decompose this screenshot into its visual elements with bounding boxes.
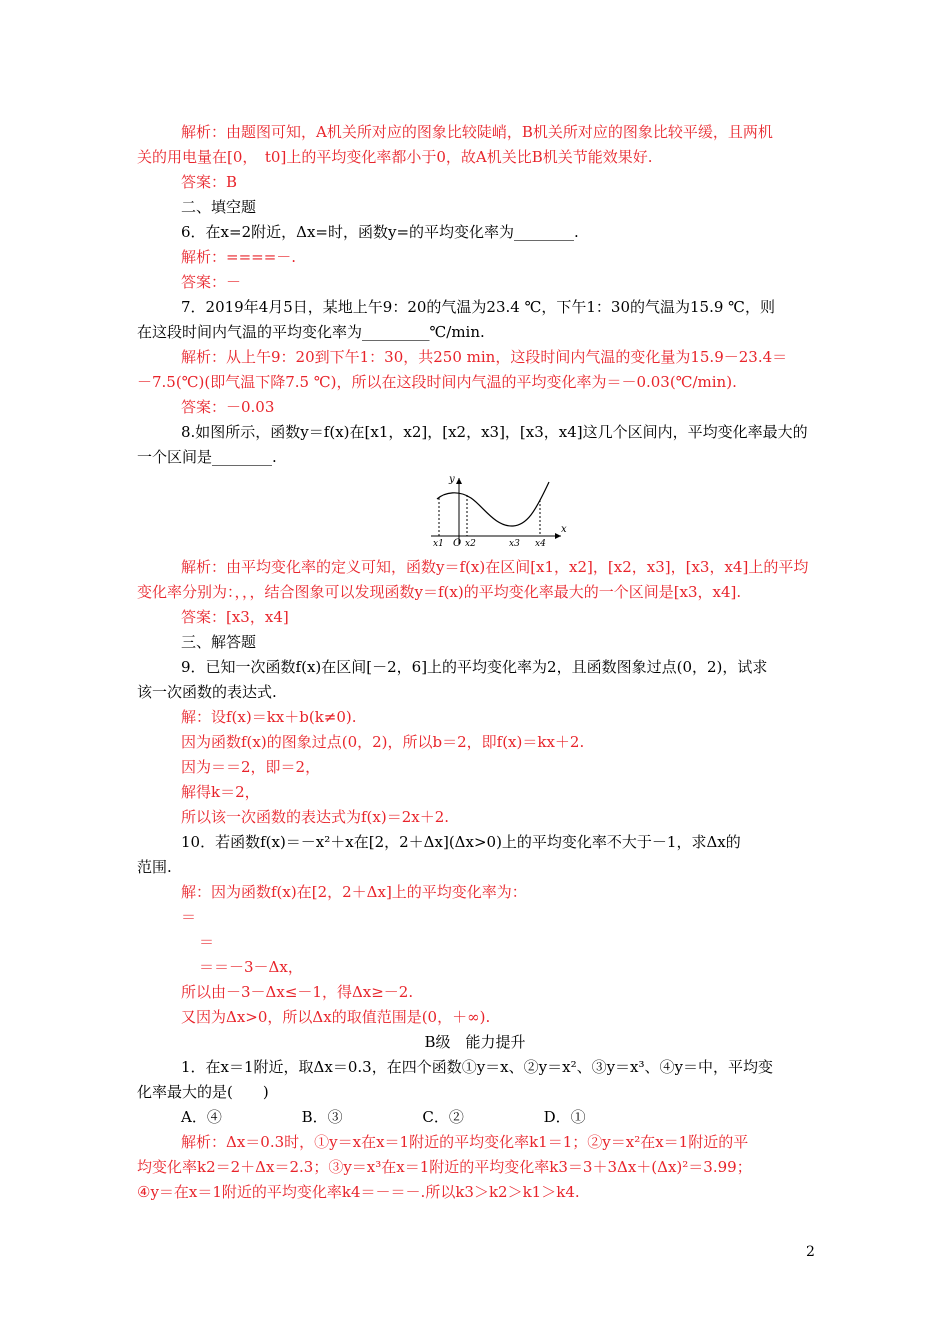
y-axis-arrow-icon <box>456 478 462 484</box>
text-line: 范围. <box>137 858 172 876</box>
text-line: 解析：由题图可知，A机关所对应的图象比较陡峭，B机关所对应的图象比较平缓，且两机 <box>181 123 773 141</box>
text-line: 解析：从上午9：20到下午1：30，共250 min，这段时间内气温的变化量为15.9－23.4＝ <box>181 348 788 366</box>
text-line: 变化率分别为：，，，结合图象可以发现函数y＝f(x)的平均变化率最大的一个区间是[x3，x4]. <box>137 583 742 601</box>
text-line: 1．在x＝1附近，取Δx＝0.3，在四个函数①y＝x、②y＝x²、③y＝x³、④y＝中，平均变 <box>181 1058 773 1076</box>
x1-label: x1 <box>433 539 444 549</box>
text-line: 解析：由平均变化率的定义可知，函数y＝f(x)在区间[x1，x2]，[x2，x3]，[x3，x4]上的平均 <box>181 558 809 576</box>
text-line: 该一次函数的表达式. <box>137 683 277 701</box>
text-line: 因为＝＝2，即＝2， <box>181 758 321 776</box>
text-line: 答案：－0.03 <box>181 398 275 416</box>
text-line: ＝ <box>181 908 197 926</box>
text-line: A．④ B．③ C．② D．① <box>181 1108 586 1126</box>
text-line: 关的用电量在[0， t0]上的平均变化率都小于0，故A机关比B机关节能效果好. <box>137 148 653 166</box>
y-label: y <box>449 474 455 485</box>
x3-label: x3 <box>509 539 520 549</box>
text-line: 8.如图所示，函数y＝f(x)在[x1，x2]，[x2，x3]，[x3，x4]这几个区间内，平均变化率最大的 <box>181 423 808 441</box>
x4-label: x4 <box>535 539 546 549</box>
origin-label: O <box>453 538 462 549</box>
text-line: 答案：[x3，x4] <box>181 608 289 626</box>
curve <box>437 482 549 526</box>
page-number: 2 <box>806 1244 815 1260</box>
text-line: ④y＝在x＝1附近的平均变化率k4＝－＝－.所以k3＞k2＞k1＞k4. <box>137 1183 580 1201</box>
text-line: 因为函数f(x)的图象过点(0，2)，所以b＝2，即f(x)＝kx＋2. <box>181 733 585 751</box>
text-line: 化率最大的是( ) <box>137 1083 269 1101</box>
text-line: 所以由－3－Δx≤－1，得Δx≥－2. <box>181 983 414 1001</box>
text-line: B级 能力提升 <box>424 1033 526 1051</box>
text-line: －7.5(℃)(即气温下降7.5 ℃)，所以在这段时间内气温的平均变化率为＝－0.03(℃/min). <box>137 373 737 391</box>
text-line: 答案：B <box>181 173 238 191</box>
text-line: 又因为Δx>0，所以Δx的取值范围是(0，＋∞). <box>181 1008 491 1026</box>
text-line: 9．已知一次函数f(x)在区间[－2，6]上的平均变化率为2，且函数图象过点(0，2)，试求 <box>181 658 768 676</box>
text-line: 10．若函数f(x)＝－x²＋x在[2，2＋Δx](Δx>0)上的平均变化率不大于－1，求Δx的 <box>181 833 741 851</box>
text-line: 解：因为函数f(x)在[2，2＋Δx]上的平均变化率为： <box>181 883 527 901</box>
text-line: 一个区间是________. <box>137 448 277 466</box>
text-line: 答案：－ <box>181 273 242 291</box>
text-line: 解析：====－. <box>181 248 297 266</box>
text-line: 二、填空题 <box>181 198 257 216</box>
function-graph <box>427 472 567 550</box>
text-line: 6．在x=2附近，Δx=时，函数y=的平均变化率为________. <box>181 223 579 241</box>
text-line: 解得k＝2， <box>181 783 260 801</box>
text-line: ＝ <box>199 933 215 951</box>
text-line: 三、解答题 <box>181 633 257 651</box>
text-line: 解析：Δx＝0.3时，①y＝x在x＝1附近的平均变化率k1＝1；②y＝x²在x＝1附近的平 <box>181 1133 749 1151</box>
text-line: 均变化率k2＝2＋Δx＝2.3；③y＝x³在x＝1附近的平均变化率k3＝3＋3Δx＋(Δx)²＝3.99； <box>137 1158 752 1176</box>
text-line: ＝＝－3－Δx， <box>199 958 303 976</box>
text-line: 在这段时间内气温的平均变化率为_________℃/min. <box>137 323 485 341</box>
x-label: x <box>561 524 567 535</box>
x2-label: x2 <box>465 539 476 549</box>
text-line: 所以该一次函数的表达式为f(x)＝2x＋2. <box>181 808 450 826</box>
text-line: 7．2019年4月5日，某地上午9：20的气温为23.4 ℃，下午1：30的气温为15.9 ℃，则 <box>181 298 775 316</box>
text-line: 解：设f(x)＝kx＋b(k≠0). <box>181 708 357 726</box>
